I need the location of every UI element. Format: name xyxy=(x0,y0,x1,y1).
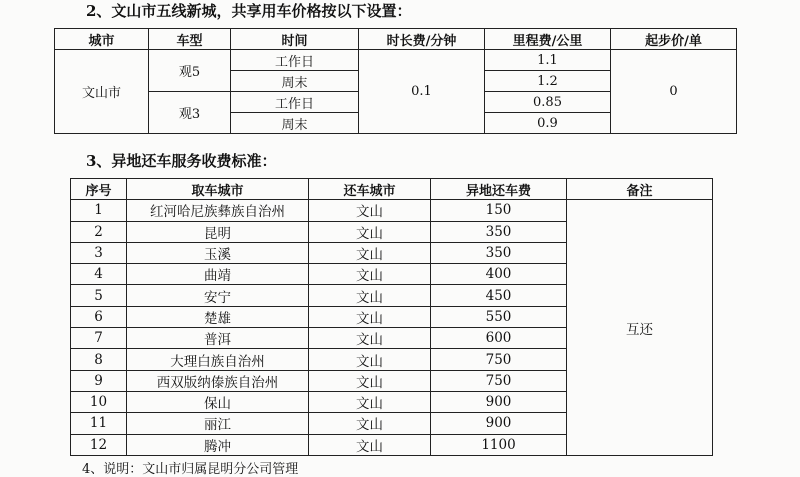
row-number-cell: 1 xyxy=(71,200,127,221)
pickup-city-cell: 昆明 xyxy=(127,221,309,242)
pickup-city-cell: 红河哈尼族彝族自治州 xyxy=(127,200,309,221)
return-city-cell: 文山 xyxy=(309,200,431,221)
row-number-cell: 7 xyxy=(71,328,127,349)
pickup-city-cell: 普洱 xyxy=(127,328,309,349)
return-fee-cell: 900 xyxy=(431,391,567,412)
return-city-cell: 文山 xyxy=(309,349,431,370)
return-city-cell: 文山 xyxy=(309,370,431,391)
time-cell: 工作日 xyxy=(231,50,359,71)
row-number-cell: 5 xyxy=(71,285,127,306)
pickup-city-cell: 楚雄 xyxy=(127,306,309,327)
header-remark: 备注 xyxy=(567,179,713,200)
return-city-cell: 文山 xyxy=(309,264,431,285)
pricing-table xyxy=(54,28,737,134)
pickup-city-cell: 丽江 xyxy=(127,413,309,434)
pickup-city-cell: 保山 xyxy=(127,391,309,412)
mileage-fee-cell: 1.2 xyxy=(485,71,611,92)
start-price-cell: 0 xyxy=(611,50,737,134)
pricing-header-row xyxy=(55,29,737,50)
header-no: 序号 xyxy=(71,179,127,200)
return-fee-cell: 1100 xyxy=(431,434,567,455)
city-cell: 文山市 xyxy=(55,50,149,134)
header-return-city: 还车城市 xyxy=(309,179,431,200)
duration-fee-cell: 0.1 xyxy=(359,50,485,134)
return-fee-cell: 900 xyxy=(431,413,567,434)
row-number-cell: 8 xyxy=(71,349,127,370)
header-start-price: 起步价/单 xyxy=(611,29,737,50)
return-fee-cell: 400 xyxy=(431,264,567,285)
return-city-cell: 文山 xyxy=(309,413,431,434)
return-city-cell: 文山 xyxy=(309,285,431,306)
header-city: 城市 xyxy=(55,29,149,50)
mileage-fee-cell: 1.1 xyxy=(485,50,611,71)
pickup-city-cell: 曲靖 xyxy=(127,264,309,285)
row-number-cell: 2 xyxy=(71,221,127,242)
return-city-cell: 文山 xyxy=(309,306,431,327)
mileage-fee-cell: 0.9 xyxy=(485,113,611,134)
return-fee-cell: 350 xyxy=(431,242,567,263)
return-fee-cell: 600 xyxy=(431,328,567,349)
row-number-cell: 3 xyxy=(71,242,127,263)
footer-note: 4、说明：文山市归属昆明分公司管理 xyxy=(82,462,299,477)
remark-cell: 互还 xyxy=(567,200,713,456)
mileage-fee-cell: 0.85 xyxy=(485,92,611,113)
section2-title: 2、文山市五线新城，共享用车价格按以下设置： xyxy=(86,2,412,20)
return-fee-table xyxy=(70,178,713,456)
header-return-fee: 异地还车费 xyxy=(431,179,567,200)
row-number-cell: 12 xyxy=(71,434,127,455)
time-cell: 周末 xyxy=(231,71,359,92)
pickup-city-cell: 大理白族自治州 xyxy=(127,349,309,370)
pickup-city-cell: 腾冲 xyxy=(127,434,309,455)
return-fee-cell: 450 xyxy=(431,285,567,306)
return-fee-cell: 550 xyxy=(431,306,567,327)
row-number-cell: 11 xyxy=(71,413,127,434)
return-city-cell: 文山 xyxy=(309,242,431,263)
time-cell: 工作日 xyxy=(231,92,359,113)
return-fee-cell: 750 xyxy=(431,370,567,391)
pickup-city-cell: 玉溪 xyxy=(127,242,309,263)
pricing-row xyxy=(55,50,737,71)
return-fee-cell: 350 xyxy=(431,221,567,242)
model-cell: 观3 xyxy=(149,92,231,134)
return-fee-header-row xyxy=(71,179,713,200)
header-duration-fee: 时长费/分钟 xyxy=(359,29,485,50)
row-number-cell: 10 xyxy=(71,391,127,412)
header-mileage-fee: 里程费/公里 xyxy=(485,29,611,50)
header-pickup-city: 取车城市 xyxy=(127,179,309,200)
header-model: 车型 xyxy=(149,29,231,50)
header-time: 时间 xyxy=(231,29,359,50)
return-city-cell: 文山 xyxy=(309,391,431,412)
row-number-cell: 6 xyxy=(71,306,127,327)
return-city-cell: 文山 xyxy=(309,221,431,242)
section3-title: 3、异地还车服务收费标准： xyxy=(86,152,277,170)
return-city-cell: 文山 xyxy=(309,434,431,455)
row-number-cell: 9 xyxy=(71,370,127,391)
row-number-cell: 4 xyxy=(71,264,127,285)
return-city-cell: 文山 xyxy=(309,328,431,349)
model-cell: 观5 xyxy=(149,50,231,92)
pickup-city-cell: 安宁 xyxy=(127,285,309,306)
return-fee-cell: 150 xyxy=(431,200,567,221)
pickup-city-cell: 西双版纳傣族自治州 xyxy=(127,370,309,391)
time-cell: 周末 xyxy=(231,113,359,134)
return-fee-cell: 750 xyxy=(431,349,567,370)
table-row xyxy=(71,200,713,221)
